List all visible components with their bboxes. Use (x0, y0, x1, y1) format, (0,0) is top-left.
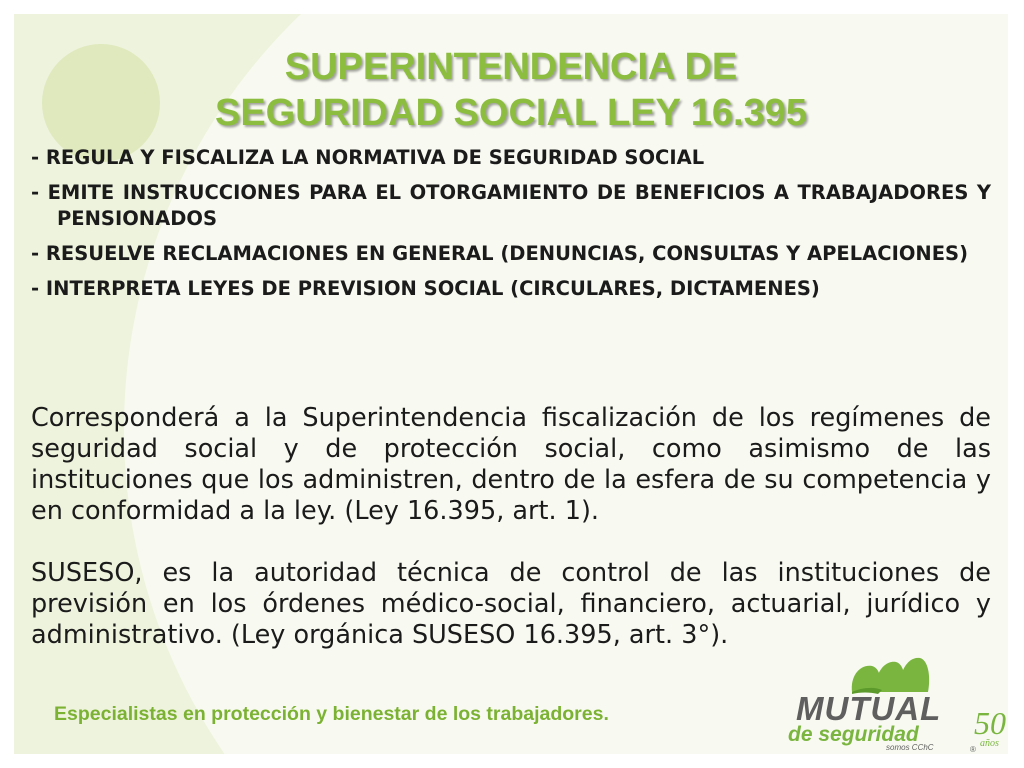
title-line-2: SEGURIDAD SOCIAL LEY 16.395 (214, 92, 807, 134)
logo-somos-text: somos CChC (886, 743, 934, 752)
mutual-m-logo-icon (852, 658, 929, 694)
logo-anniversary-number: 50 (974, 705, 1006, 741)
bullet-item: - REGULA Y FISCALIZA LA NORMATIVA DE SEGURIDAD SOCIAL (31, 146, 705, 169)
bullet-list (31, 145, 991, 311)
body-paragraph: Corresponderá a la Superintendencia fiscalización de los regímenes de seguridad social y de protección social, como asimismo de las instituciones que los administren, dentro de la esfera de su competencia y en conformidad a la ley. (Ley 16.395, art. 1). (31, 403, 991, 526)
title-line-1: SUPERINTENDENCIA DE (284, 46, 738, 88)
footer-tagline: Especialistas en protección y bienestar de los trabajadores. (54, 703, 609, 725)
logo-anniversary-unit: años (980, 738, 999, 749)
body-text (31, 403, 991, 682)
slide (14, 14, 1008, 754)
bullet-item: - EMITE INSTRUCCIONES PARA EL OTORGAMIENTO DE BENEFICIOS A TRABAJADORES Y PENSIONADOS (31, 181, 991, 230)
bullet-item: - RESUELVE RECLAMACIONES EN GENERAL (DENUNCIAS, CONSULTAS Y APELACIONES) (31, 242, 969, 265)
logo-registered-mark: ® (970, 745, 976, 754)
slide-title (14, 44, 1008, 136)
body-paragraph: SUSESO, es la autoridad técnica de control de las instituciones de previsión en los órdenes médico-social, financiero, actuarial, jurídico y administrativo. (Ley orgánica SUSESO 16.395, art. 3°). (31, 558, 991, 650)
logo-sub-text: de seguridad (788, 723, 919, 746)
logo-brand-text: MUTUAL (796, 690, 942, 727)
bullet-item: - INTERPRETA LEYES DE PREVISION SOCIAL (CIRCULARES, DICTAMENES) (31, 277, 820, 300)
mutual-logo (774, 650, 1008, 754)
